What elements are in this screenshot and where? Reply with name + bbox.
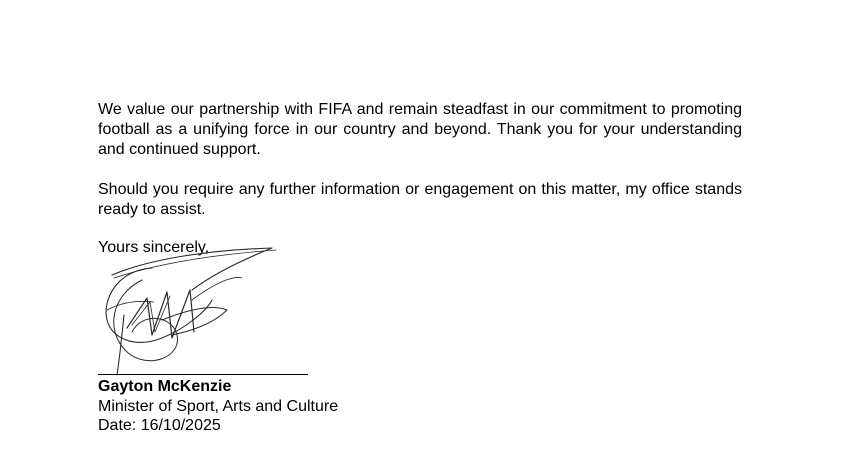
letter-date: Date: 16/10/2025 — [98, 417, 221, 434]
closing-paragraph-partnership: We value our partnership with FIFA and remain steadfast in our commitment to promoting football as a unifying force in our country and beyond. Thank you for your understanding and continued support. — [98, 101, 742, 158]
signature-line — [98, 374, 308, 375]
complimentary-close: Yours sincerely, — [98, 239, 210, 256]
closing-paragraph-assistance: Should you require any further information or engagement on this matter, my office stands ready to assist. — [98, 181, 742, 218]
signatory-title: Minister of Sport, Arts and Culture — [98, 398, 339, 415]
handwritten-signature — [92, 240, 292, 380]
signatory-name: Gayton McKenzie — [98, 378, 232, 395]
